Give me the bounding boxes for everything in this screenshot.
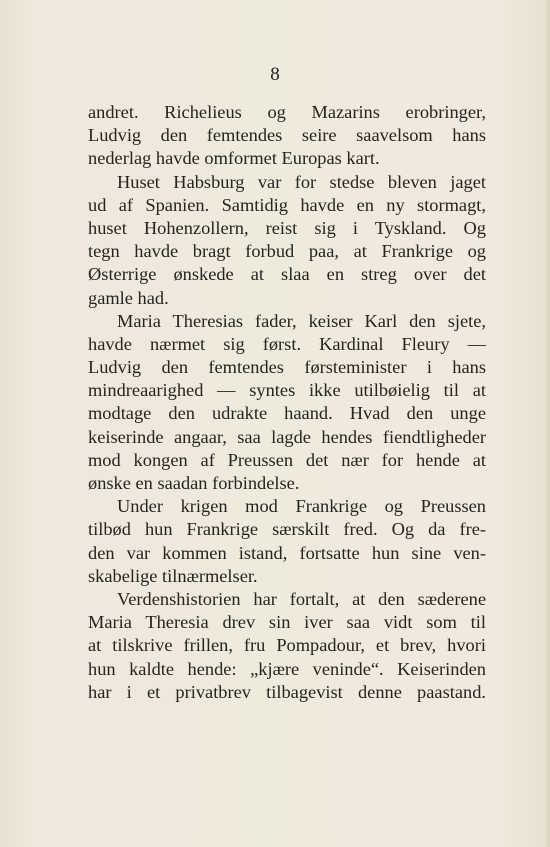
text-line: Verdenshistorien har fortalt, at den sæderene (117, 588, 486, 609)
text-line: andret. Richelieus og Mazarins erobringer, (88, 102, 486, 122)
page-edge (546, 0, 550, 847)
text-line: modtage den udrakte haand. Hvad den unge (88, 403, 486, 424)
text-line: huset Hohenzollern, reist sig i Tyskland. Og (88, 217, 486, 238)
text-line: Under krigen mod Frankrige og Preussen (117, 496, 486, 517)
text-line: ud af Spanien. Samtidig havde en ny stormagt, (88, 194, 486, 215)
text-line: mod kongen af Preussen det nær for hende at (88, 449, 486, 470)
page-number: 8 (270, 64, 280, 85)
text-line: skabelige tilnærmelser. (88, 565, 258, 586)
text-line: tegn havde bragt forbud paa, at Frankrige og (88, 241, 486, 262)
text-line: Ludvig den femtendes seire saavelsom hans (88, 125, 486, 146)
text-line: har i et privatbrev tilbagevist denne paastand. (88, 681, 486, 702)
text-line: Huset Habsburg var for stedse bleven jaget (117, 171, 486, 192)
text-line: keiserinde angaar, saa lagde hendes fiendtligheder (88, 426, 486, 447)
text-line: den var kommen istand, fortsatte hun sine ven- (88, 542, 486, 563)
text-line: Maria Theresia drev sin iver saa vidt som til (88, 612, 486, 633)
text-line: ønske en saadan forbindelse. (88, 473, 300, 493)
text-line: mindreaarighed — syntes ikke utilbøielig til at (88, 380, 486, 401)
body-text (88, 101, 486, 704)
text-line: tilbød hun Frankrige særskilt fred. Og da fre- (88, 519, 486, 540)
text-line: Maria Theresias fader, keiser Karl den sjete, (117, 310, 486, 331)
text-line: Ludvig den femtendes førsteminister i hans (88, 357, 486, 378)
text-line: nederlag havde omformet Europas kart. (88, 148, 380, 169)
text-line: Østerrige ønskede at slaa en streg over det (88, 264, 486, 285)
text-line: at tilskrive frillen, fru Pompadour, et brev, hvori (88, 635, 486, 656)
text-line: havde nærmet sig først. Kardinal Fleury — (88, 333, 486, 354)
text-line: gamle had. (88, 287, 169, 308)
text-line: hun kaldte hende: „kjære veninde“. Keiserinden (88, 658, 486, 679)
